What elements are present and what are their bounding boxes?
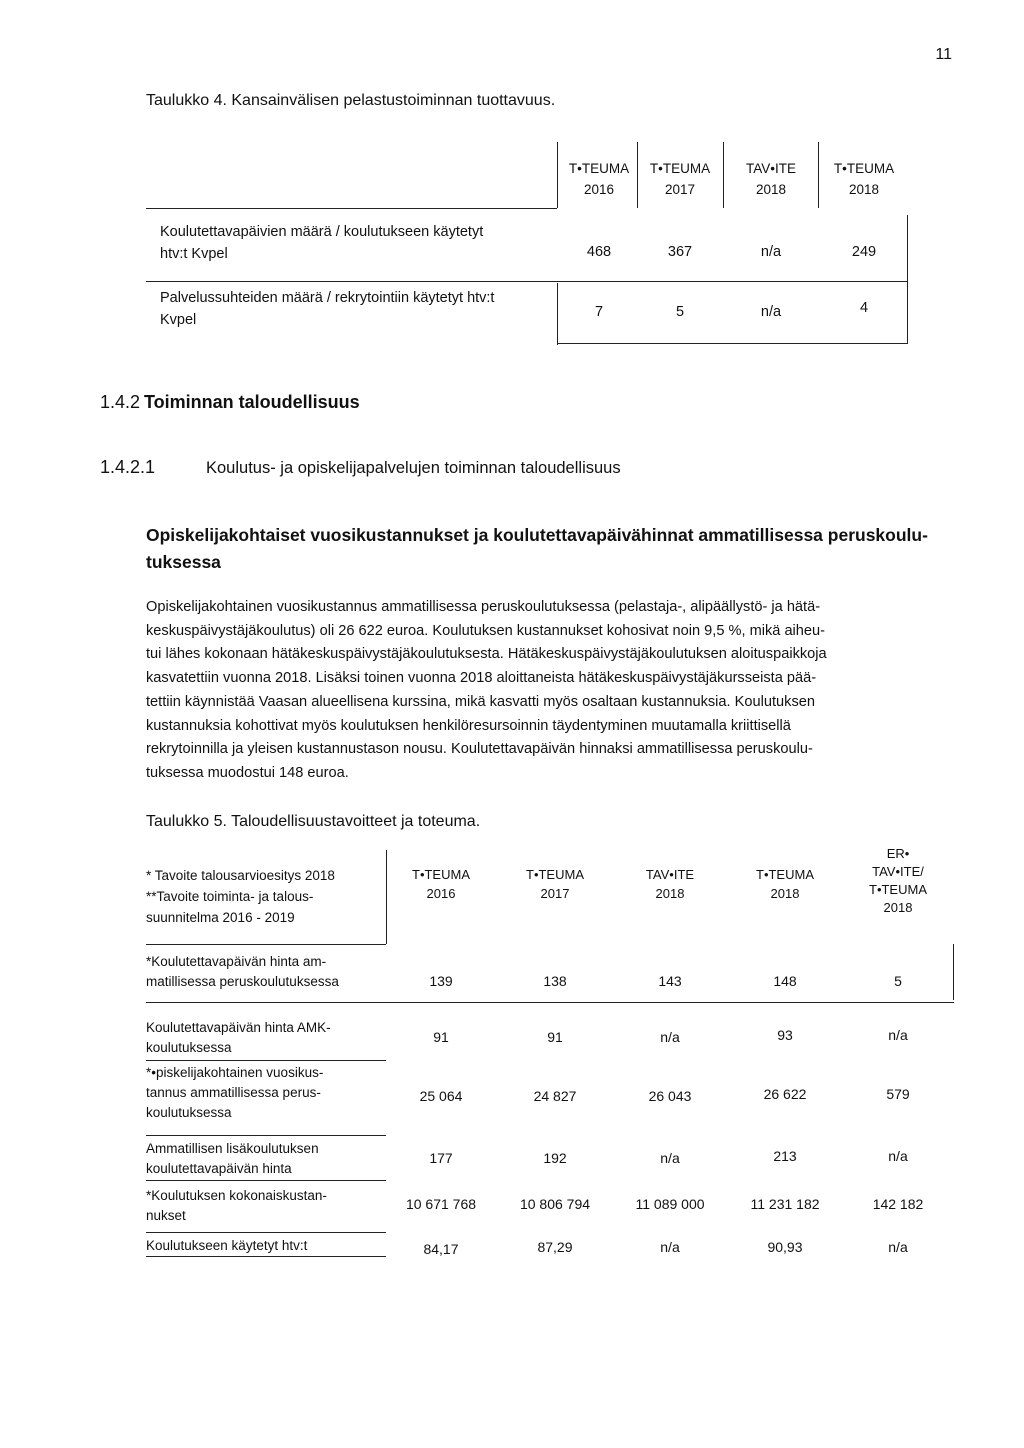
- table5-row-label: Koulutettavapäivän hinta AMK- koulutuksessa: [146, 1020, 331, 1055]
- table4-cell: 5: [675, 304, 685, 320]
- table5-caption: Taulukko 5. Taloudellisuustavoitteet ja toteuma.: [146, 813, 481, 830]
- table5-cell: 87,29: [537, 1239, 573, 1255]
- table5-cell: 11 089 000: [635, 1196, 705, 1212]
- table5-grid-line: [146, 1060, 386, 1061]
- table5-cell: 91: [547, 1029, 563, 1045]
- table5-cell: 138: [543, 973, 567, 989]
- table5-cell: 84,17: [423, 1241, 459, 1257]
- table4-col-header: T•TEUMA 2018: [833, 161, 895, 197]
- table5-grid-line: [146, 1180, 386, 1181]
- body-paragraph: Opiskelijakohtainen vuosikustannus ammatillisessa peruskoulutuksessa (pelastaja-, alipäällystö- ja hätä- keskuspäivystäjäkoulutus) oli 26 622 euroa. Koulutuksen kustannukset kohosivat noin 9,5 %, mikä aiheu- tui lähes kokonaan hätäkeskuspäivystäjäkoulutuksesta. Hätäkeskuspäivystäjäkoulutuksen aloituspaikkoja kasvatettiin vuonna 2018. Lisäksi toinen vuonna 2018 aloittaneista hätäkeskuspäivystäjäkursseista pää- tettiin käynnistää Vaasan alueellisena kurssina, mikä kasvatti myös osaltaan kustannuksia. Koulutuksen kustannuksia kohottivat myös koulutuksen henkilöresursoinnin täydentyminen muutamalla kriittisellä rekrytoinnilla ja yleisen kustannustason nousu. Koulutettavapäivän hinnaksi ammatillisessa peruskoulu- tuksessa muodostui 148 euroa.: [146, 599, 827, 781]
- table4-grid-line: [818, 142, 819, 208]
- table5-cell: 90,93: [767, 1239, 803, 1255]
- table5-grid-line: [146, 1256, 386, 1257]
- table4-col-header: T•TEUMA 2017: [649, 161, 711, 197]
- table5-cell: 25 064: [419, 1088, 463, 1104]
- table4-cell: n/a: [760, 244, 782, 260]
- table5-cell: 11 231 182: [750, 1196, 820, 1212]
- table4-cell: 367: [667, 244, 693, 260]
- table5-grid-line: [146, 1232, 386, 1233]
- table4-cell: 468: [586, 244, 612, 260]
- table4-grid-line: [637, 142, 638, 208]
- table5-row-label: *Koulutuksen kokonaiskustan- nukset: [146, 1188, 327, 1223]
- bold-heading: Opiskelijakohtaiset vuosikustannukset ja koulutettavapäivähinnat ammatillisessa peruskoulu- tuksessa: [146, 525, 928, 572]
- table5-cell: 10 806 794: [519, 1196, 591, 1212]
- table5-grid-line: [146, 1135, 386, 1136]
- table5-cell: 10 671 768: [405, 1196, 477, 1212]
- table5-cell: n/a: [660, 1239, 680, 1255]
- table4-row-label: Koulutettavapäivien määrä / koulutukseen käytetyt htv:t Kvpel: [160, 224, 484, 262]
- table5-cell: n/a: [888, 1239, 908, 1255]
- table4-grid-line: [907, 215, 908, 343]
- table5-col-header: TAV•ITE 2018: [645, 867, 695, 901]
- table5-cell: 26 622: [763, 1086, 807, 1102]
- table5-cell: n/a: [888, 1148, 908, 1164]
- table5-row-label: *•piskelijakohtainen vuosikus- tannus ammatillisessa perus- koulutuksessa: [146, 1065, 324, 1120]
- table5-cell: 139: [429, 973, 453, 989]
- table5-cell: 192: [543, 1150, 567, 1166]
- table4-col-header: TAV•ITE 2018: [746, 161, 796, 197]
- subsection-heading: 1.4.2.1 Koulutus- ja opiskelijapalvelujen toiminnan taloudellisuus: [100, 457, 621, 477]
- table5-cell: 213: [773, 1148, 797, 1164]
- table4-grid-line: [146, 281, 908, 282]
- table4-grid-line: [723, 142, 724, 208]
- table5-cell: 5: [894, 973, 902, 989]
- table4-grid-line: [557, 343, 908, 344]
- table4-cell: 4: [859, 300, 869, 316]
- table4-cell: n/a: [760, 304, 782, 320]
- table4-row-label: Palvelussuhteiden määrä / rekrytointiin käytetyt htv:t Kvpel: [160, 290, 495, 328]
- table4-col-header: T•TEUMA 2016: [568, 161, 630, 197]
- table5-cell: 579: [886, 1086, 910, 1102]
- table5-grid-line: [386, 850, 387, 944]
- table5-grid-line: [146, 944, 386, 945]
- table5-cell: n/a: [660, 1029, 680, 1045]
- section-heading: 1.4.2 Toiminnan taloudellisuus: [100, 392, 360, 412]
- table5-col-header: T•TEUMA 2016: [412, 867, 470, 901]
- table5-col-header: T•TEUMA 2017: [526, 867, 584, 901]
- table5-grid-line: [953, 944, 954, 1000]
- table5-col-header: T•TEUMA 2018: [756, 867, 814, 901]
- table4-cell: 249: [851, 244, 877, 260]
- table4-grid-line: [146, 208, 557, 209]
- table5-cell: n/a: [888, 1027, 908, 1043]
- table5-col-header: ER• TAV•ITE/ T•TEUMA 2018: [869, 846, 927, 915]
- table5-cell: 91: [433, 1029, 449, 1045]
- table5-row-label: Koulutukseen käytetyt htv:t: [146, 1238, 308, 1253]
- table5-cell: 148: [773, 973, 797, 989]
- table4-grid-line: [557, 142, 558, 208]
- table5-grid-line: [146, 1002, 954, 1003]
- table5-cell: 93: [777, 1027, 793, 1043]
- page-number: 11: [935, 46, 952, 63]
- table5-cell: n/a: [660, 1150, 680, 1166]
- table5-cell: 142 182: [872, 1196, 924, 1212]
- table5-cell: 24 827: [533, 1088, 577, 1104]
- table5-cell: 143: [658, 973, 682, 989]
- table5-cell: 26 043: [648, 1088, 692, 1104]
- table5-row-label: *Koulutettavapäivän hinta am- matillisessa peruskoulutuksessa: [146, 954, 339, 989]
- table5-row-label: Ammatillisen lisäkoulutuksen koulutettavapäivän hinta: [146, 1141, 319, 1176]
- table5-cell: 177: [429, 1150, 453, 1166]
- table4-cell: 7: [594, 304, 604, 320]
- table5-legend: * Tavoite talousarvioesitys 2018 **Tavoite toiminta- ja talous- suunnitelma 2016 - 2019: [146, 868, 335, 925]
- table4-caption: Taulukko 4. Kansainvälisen pelastustoiminnan tuottavuus.: [146, 92, 556, 109]
